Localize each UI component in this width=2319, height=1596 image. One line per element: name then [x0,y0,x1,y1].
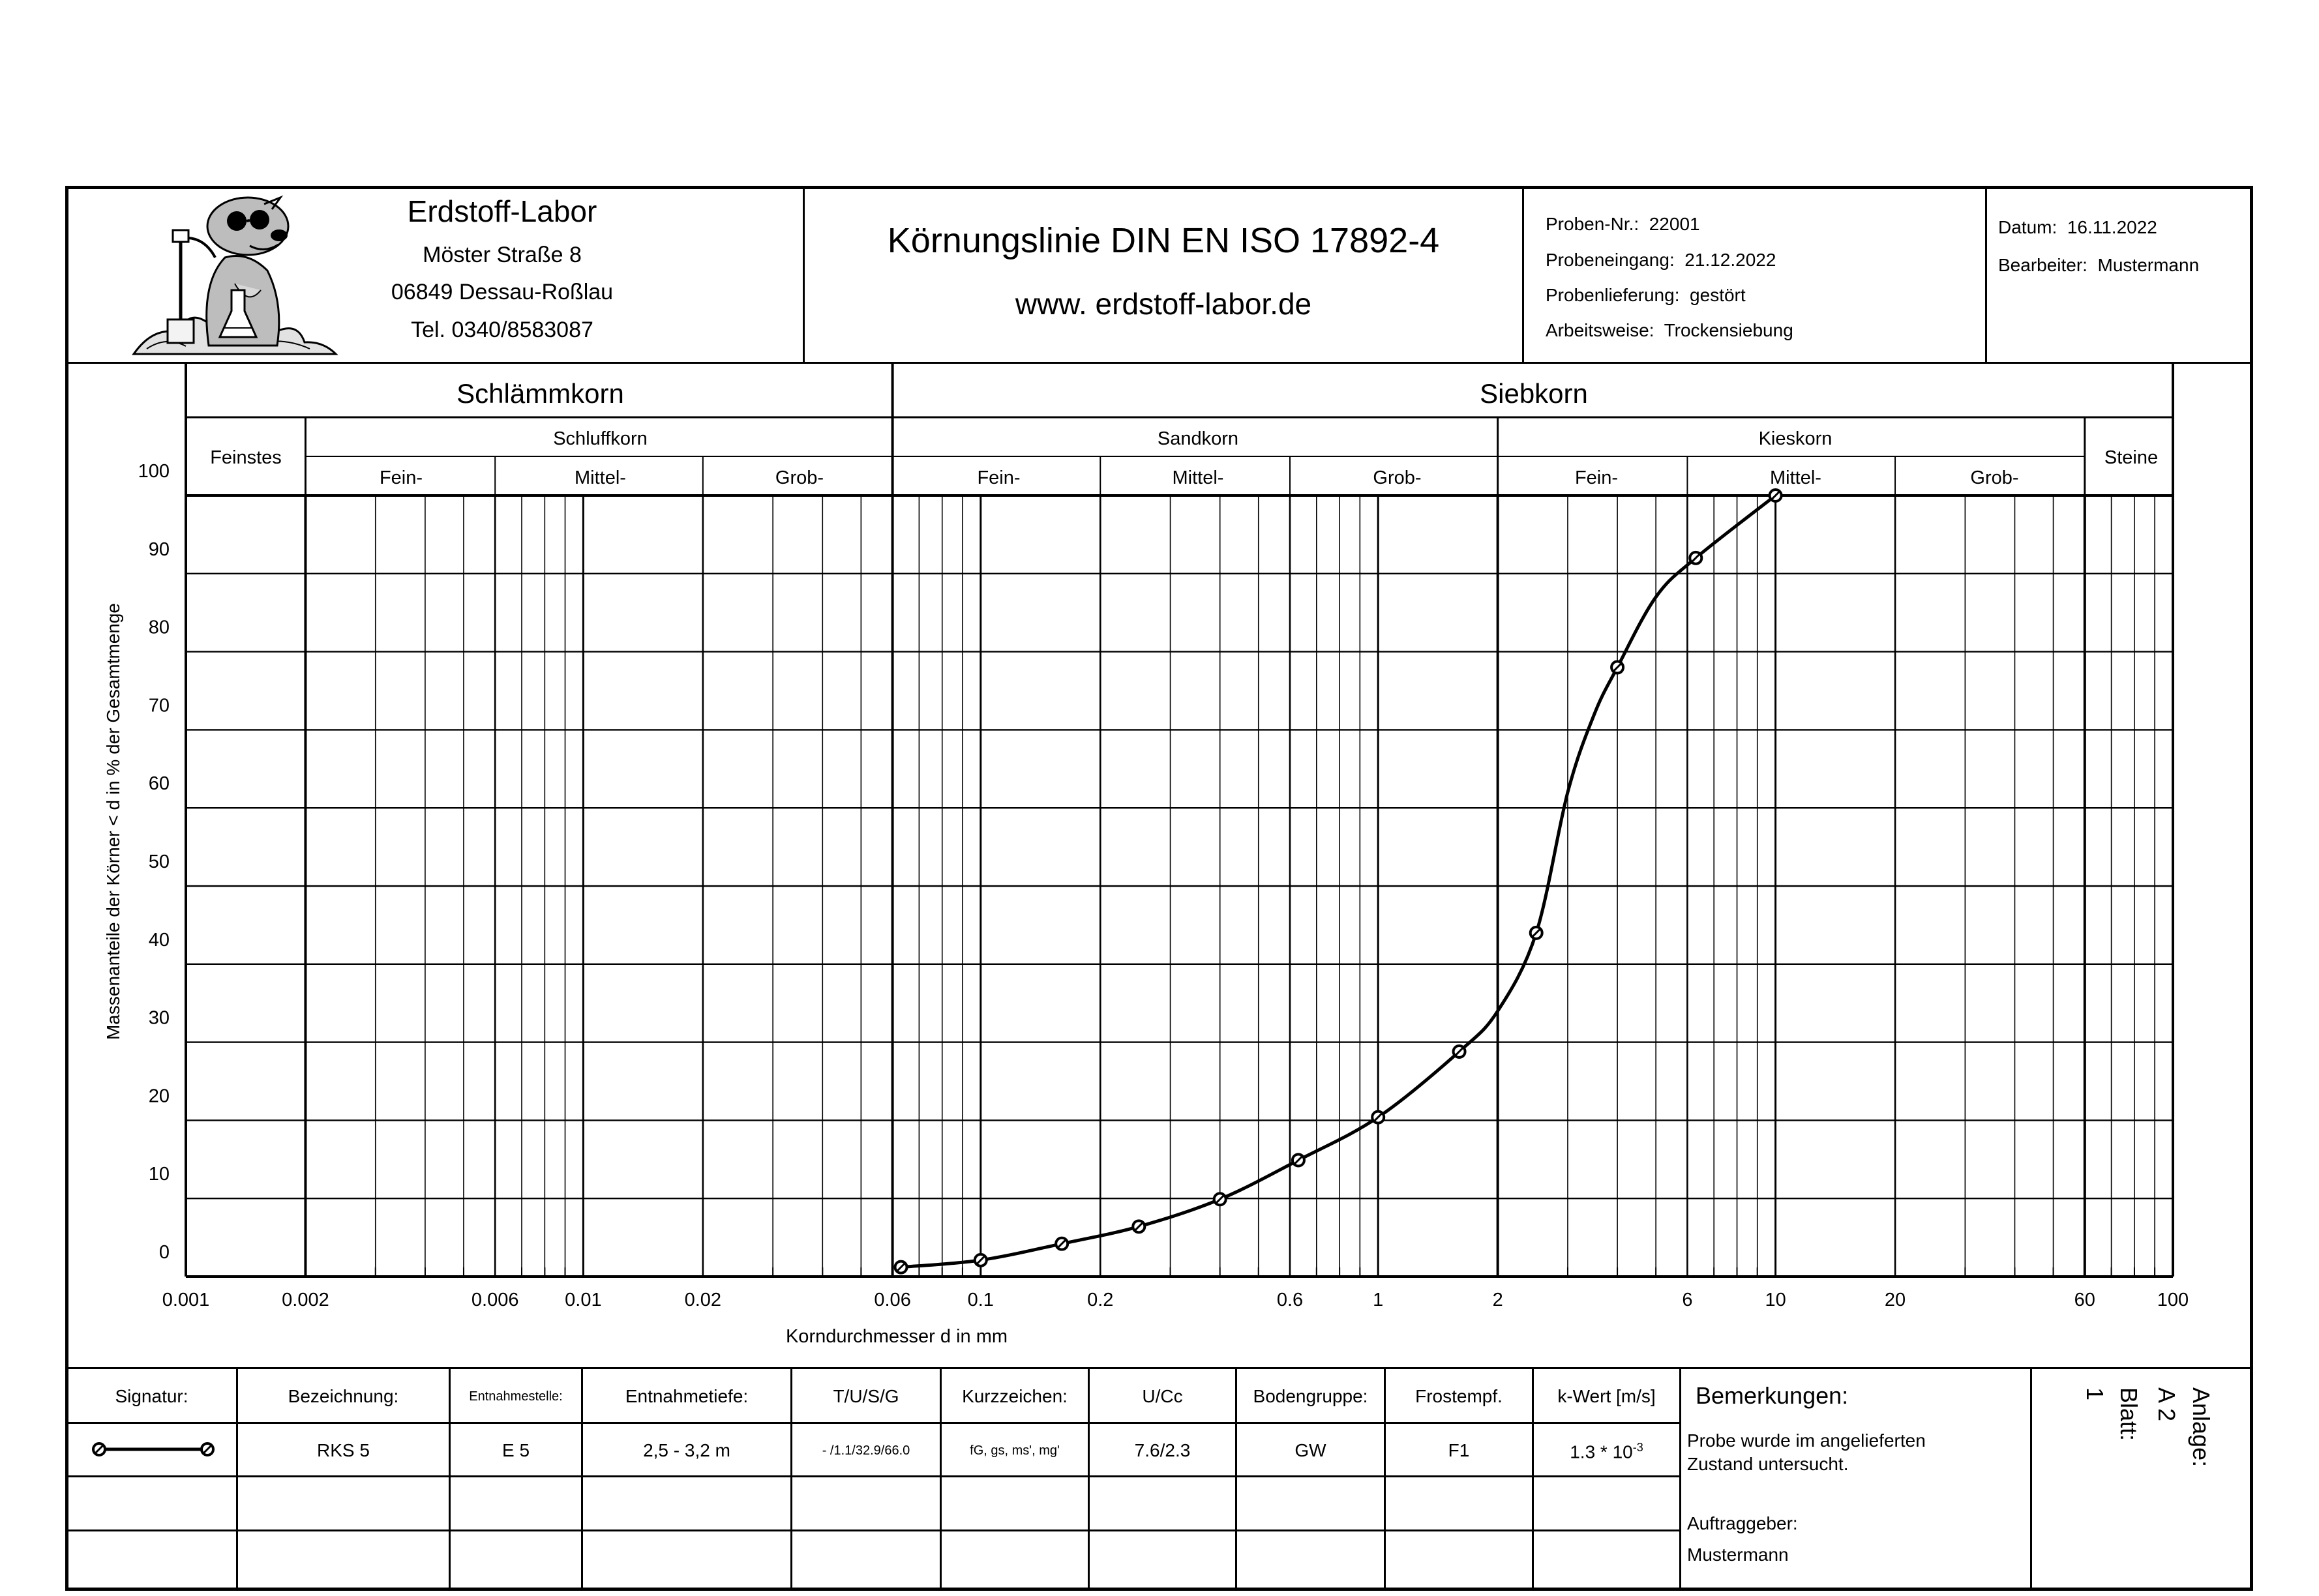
table-top-line [65,1367,2253,1369]
x-tick-label: 60 [2074,1290,2095,1310]
kies-fein-label: Fein- [1574,467,1619,488]
probeneingang: Probeneingang: 21.12.2022 [1546,250,1776,270]
remarks-line-2: Zustand untersucht. [1687,1454,1849,1474]
blatt-label: Blatt: [2116,1387,2142,1441]
lab-phone: Tel. 0340/8583087 [411,318,593,342]
kies-grob-label: Grob- [1970,467,2019,488]
y-tick-label: 70 [148,695,170,717]
row-frostempf: F1 [1448,1440,1470,1460]
steine-label: Steine [2104,447,2159,468]
row-entnahmetiefe: 2,5 - 3,2 m [643,1440,730,1460]
y-tick-label: 50 [148,851,170,872]
row-bezeichnung: RKS 5 [317,1440,370,1460]
col-bodengruppe: Bodengruppe: [1253,1386,1368,1406]
auftraggeber-label: Auftraggeber: [1687,1513,1798,1533]
lab-website-link[interactable]: www. erdstoff-labor.de [1015,287,1312,321]
y-axis-label: Massenanteile der Körner < d in % der Gesamtmenge [103,602,123,1041]
y-tick-label: 90 [148,539,170,560]
x-tick-label: 0.1 [967,1290,994,1310]
row-bodengruppe: GW [1294,1440,1326,1460]
col-ucc: U/Cc [1142,1386,1183,1406]
y-tick-label: 60 [148,773,170,795]
grading-curve-line [901,495,1776,1267]
x-tick-label: 0.006 [471,1290,519,1310]
blatt-value: 1 [2082,1387,2108,1401]
kies-mittel-label: Mittel- [1770,467,1821,488]
table-line-2 [65,1475,1679,1477]
x-tick-label: 0.2 [1087,1290,1114,1310]
probenlieferung: Probenlieferung: gestört [1546,285,1746,305]
lab-name: Erdstoff-Labor [407,194,597,228]
x-tick-label: 0.6 [1276,1290,1304,1310]
table-col-line [1679,1367,1681,1589]
table-line-1 [65,1422,1679,1424]
siebkorn-label: Siebkorn [1480,378,1588,409]
table-line-3 [65,1530,1679,1531]
y-tick-label: 0 [158,1242,170,1263]
col-bezeichnung: Bezeichnung: [288,1386,399,1406]
x-tick-label: 6 [1682,1290,1693,1310]
x-tick-label: 0.002 [282,1290,329,1310]
schlaemmkorn-label: Schlämmkorn [456,378,624,409]
anlage-value: A 2 [2153,1387,2180,1422]
sand-mittel-label: Mittel- [1172,467,1224,488]
x-tick-label: 100 [2157,1290,2189,1310]
schluff-grob-label: Grob- [775,467,824,488]
row-tusg: - /1.1/32.9/66.0 [822,1443,910,1458]
row-entnahmestelle: E 5 [501,1440,530,1460]
datum: Datum: 16.11.2022 [1998,217,2157,237]
schluffkorn-label: Schluffkorn [553,428,648,449]
y-tick-label: 40 [148,929,170,951]
lab-city: 06849 Dessau-Roßlau [391,280,614,304]
y-tick-label: 100 [138,461,170,482]
y-tick-label: 20 [148,1086,170,1107]
page-title: Körnungslinie DIN EN ISO 17892-4 [887,221,1440,260]
schluff-fein-label: Fein- [379,467,423,488]
x-tick-label: 0.01 [565,1290,602,1310]
sand-fein-label: Fein- [977,467,1021,488]
y-tick-label: 10 [148,1164,170,1185]
lab-street: Möster Straße 8 [423,243,582,267]
x-axis-label: Korndurchmesser d in mm [785,1326,1008,1347]
remarks-line-1: Probe wurde im angelieferten [1687,1430,1926,1451]
signature-line-icon [91,1438,215,1461]
col-tusg: T/U/S/G [833,1386,899,1406]
col-kurzzeichen: Kurzzeichen: [962,1386,1068,1406]
remarks-title: Bemerkungen: [1696,1382,1849,1409]
y-tick-label: 30 [148,1007,170,1029]
anlage-label: Anlage: [2188,1387,2215,1468]
x-tick-label: 0.06 [874,1290,911,1310]
col-entnahmestelle: Entnahmestelle: [469,1389,563,1404]
col-kwert: k-Wert [m/s] [1557,1386,1656,1406]
arbeitsweise: Arbeitsweise: Trockensiebung [1546,320,1793,340]
row-ucc: 7.6/2.3 [1134,1440,1191,1460]
feinstes-label: Feinstes [210,447,282,468]
proben-nr: Proben-Nr.: 22001 [1546,214,1700,234]
x-tick-label: 0.02 [684,1290,722,1310]
kieskorn-label: Kieskorn [1758,428,1833,449]
sand-grob-label: Grob- [1373,467,1422,488]
x-tick-label: 20 [1884,1290,1906,1310]
col-frostempf: Frostempf. [1415,1386,1503,1406]
x-tick-label: 2 [1492,1290,1503,1310]
row-kwert: $1.3 * 10^{-3}$ [1570,1441,1643,1462]
bearbeiter: Bearbeiter: Mustermann [1998,255,2200,275]
schluff-mittel-label: Mittel- [575,467,626,488]
x-tick-label: 1 [1373,1290,1384,1310]
col-entnahmetiefe: Entnahmetiefe: [625,1386,749,1406]
x-tick-label: 10 [1765,1290,1786,1310]
row-kurzzeichen: fG, gs, ms', mg' [970,1443,1060,1458]
col-signatur: Signatur: [115,1386,188,1406]
x-tick-label: 0.001 [162,1290,210,1310]
sandkorn-label: Sandkorn [1157,428,1239,449]
table-col-line [2030,1367,2032,1589]
auftraggeber-value: Mustermann [1687,1544,1789,1565]
y-tick-label: 80 [148,617,170,638]
